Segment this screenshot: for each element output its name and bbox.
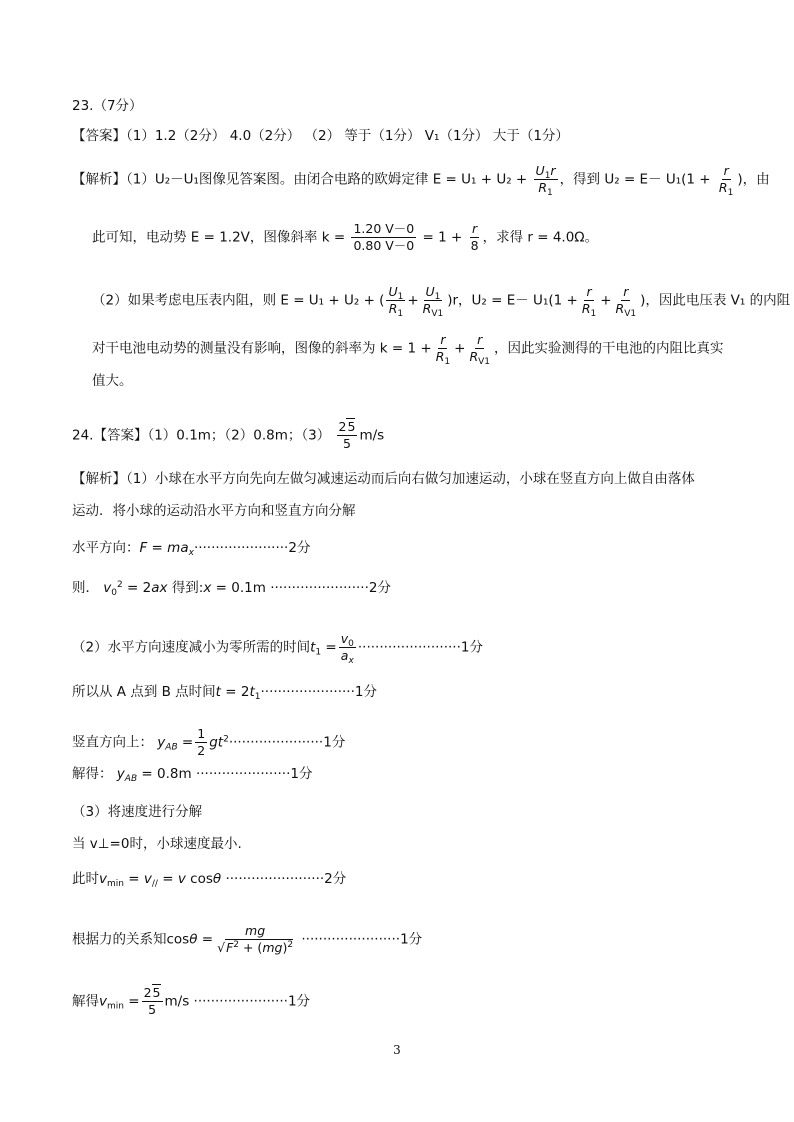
q24-step4: 所以从 A 点到 B 点时间$t = 2t_1\cdot\cdot\cdot\cdot\cdot\cdot\cdot\cdot\cdot\cdot\cdot\cdot\cdot\cdot\cdot\cdot\cdot\cdot\cdot\cdot\cdot\cdot 1$分 bbox=[72, 684, 377, 702]
q23-exp-line4: 对干电池电动势的测量没有影响，图像的斜率为 k = 1 + $\frac{r}{R_1}$ + $\frac{r}{R_{V1}}$ ，因此实验测得的干电池的内阻比真实 bbox=[92, 332, 724, 367]
fraction: $\frac{mg}{√F^2 + (mg)^2}$ bbox=[217, 923, 294, 955]
q24-step5: 竖直方向上： $y_{AB}$ = $\frac{1}{2}$ $gt^2\cdot\cdot\cdot\cdot\cdot\cdot\cdot\cdot\cdot\cdot\cdot\cdot\cdot\cdot\cdot\cdot\cdot\cdot\cdot\cdot\cdot\cdot 1$分 bbox=[72, 726, 346, 758]
q24-exp-line1: 【解析】（1）小球在水平方向先向左做匀减速运动而后向右做匀加速运动，小球在竖直方向上做自由落体 bbox=[72, 471, 695, 487]
page-number: 3 bbox=[393, 1043, 401, 1057]
q23-exp-label: 【解析】 bbox=[72, 171, 126, 188]
q23-title: 23.（7分） bbox=[72, 98, 143, 114]
q24-step1: 水平方向：$F = ma_x\cdot\cdot\cdot\cdot\cdot\cdot\cdot\cdot\cdot\cdot\cdot\cdot\cdot\cdot\cdot\cdot\cdot\cdot\cdot\cdot\cdot\cdot 2$分 bbox=[72, 540, 311, 558]
q24-answer: 24.【答案】（1）0.1m；（2）0.8m；（3） $\frac{25}{5}$ m/s bbox=[72, 419, 385, 451]
q24-step6: 解得： $y_{AB} = 0.8m \cdot\cdot\cdot\cdot\cdot\cdot\cdot\cdot\cdot\cdot\cdot\cdot\cdot\cdot\cdot\cdot\cdot\cdot\cdot\cdot\cdot\cdot 1$分 bbox=[72, 766, 313, 784]
q23-answer bbox=[72, 130, 569, 144]
fraction: $\frac{U_1}{R_1}$ bbox=[388, 284, 404, 319]
q23-answer-label: 【答案】 bbox=[72, 128, 126, 144]
q24-step2: 则． $v_0^2 = 2ax$ 得到:x = 0.1m ·······················2分 bbox=[72, 580, 391, 598]
q24-step10: 根据力的关系知cosθ = $\frac{mg}{√F^2 + (mg)^2}$ ·······················1分 bbox=[72, 923, 423, 955]
fraction: $\frac{v_0}{a_x}$ bbox=[340, 631, 354, 666]
q23-exp-line2: 此可知，电动势 E = 1.2V，图像斜率 k = $\frac{1.20 V-0}{0.80 V-0}$ = 1 + $\frac{r}{8}$ ，求得 r = 4.0Ω。 bbox=[92, 221, 599, 253]
q24-step11: 解得$v_{min}$ = $\frac{25}{5}$ m/s ······················1分 bbox=[72, 985, 311, 1017]
q24-exp-line2: 运动．将小球的运动沿水平方向和竖直方向分解 bbox=[72, 503, 356, 519]
fraction: $\frac{U_1}{R_{V1}}$ bbox=[422, 284, 444, 319]
fraction: $\frac{r}{R_{V1}}$ bbox=[615, 284, 637, 319]
fraction: $\frac{r}{R_1}$ bbox=[718, 163, 734, 198]
fraction: $\frac{r}{R_1}$ bbox=[435, 332, 451, 367]
fraction: $\frac{1}{2}$ bbox=[197, 726, 206, 758]
fraction-slope: $\frac{1.20 V-0}{0.80 V-0}$ bbox=[353, 221, 415, 253]
fraction: $\frac{r}{R_1}$ bbox=[581, 284, 597, 319]
q23-exp-line5: 值大。 bbox=[92, 373, 133, 389]
q24-step9: 此时$v_{min} = v_{//} = v$ cosθ ·······················2分 bbox=[72, 871, 347, 889]
q24-step8: 当 v⊥=0时，小球速度最小. bbox=[72, 836, 242, 852]
fraction: $\frac{25}{5}$ bbox=[338, 419, 356, 451]
fraction: $\frac{r}{8}$ bbox=[470, 221, 479, 253]
q24-step7: （3）将速度进行分解 bbox=[72, 804, 203, 820]
q23-answer-text: （1）1.2（2分） 4.0（2分） （2） 等于（1分） V₁（1分） 大于（1分） bbox=[126, 128, 569, 144]
fraction: $\frac{25}{5}$ bbox=[143, 985, 161, 1017]
fraction: $\frac{r}{R_{V1}}$ bbox=[469, 332, 491, 367]
fraction: $\frac{U_1r}{R_1}$ bbox=[535, 163, 556, 198]
q23-exp-line3: （2）如果考虑电压表内阻，则 E = U₁ + U₂ + ( $\frac{U_1}{R_1}$ + $\frac{U_1}{R_{V1}}$ )r，U₂ = E－ U₁(1 + $\frac{r}{R_1}$ + $\frac{r}{R_{V1}}$ )，因此电压表 V₁ 的内阻 bbox=[92, 284, 791, 319]
q24-step3: （2）水平方向速度减小为零所需的时间$t_1$ = $\frac{v_0}{a_x}$ ························1分 bbox=[72, 631, 483, 666]
q23-exp-line1: 【解析】（1）U₂－U₁图像见答案图。由闭合电路的欧姆定律 E = U₁ + U₂ + $\frac{U_1r}{R_1}$ ，得到 U₂ = E－ U₁(1 + $\frac{r}{R_1}$ )，由 bbox=[72, 163, 770, 198]
